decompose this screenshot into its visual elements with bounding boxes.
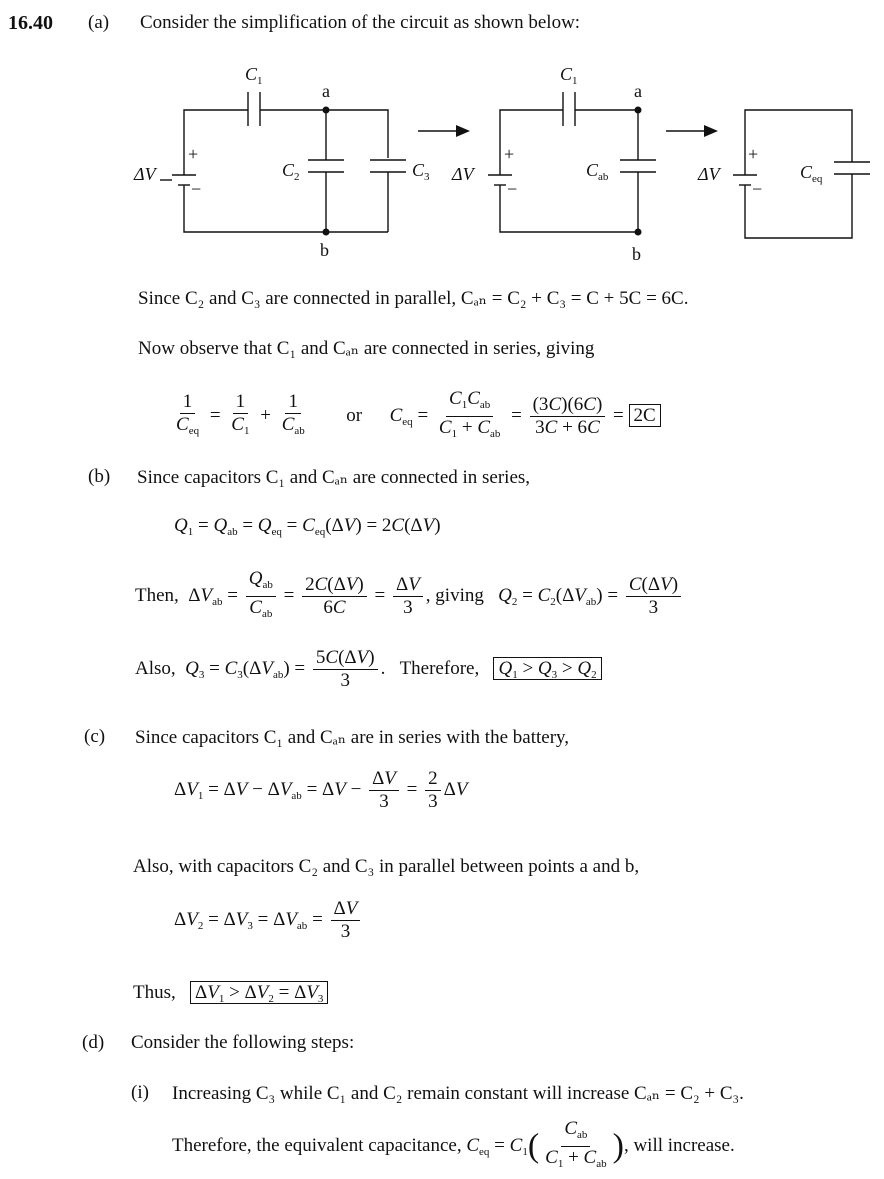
- svg-text:Cab: $C_{ab}$: [586, 160, 609, 183]
- part-a-label: (a): [88, 12, 110, 33]
- answer-b: $Q_1 > Q_3 > Q_2$: [493, 657, 601, 680]
- node-b-label-2: b: [632, 244, 641, 264]
- svg-text:ΔV: ΔV: [698, 164, 720, 184]
- part-b-label: (b): [88, 466, 111, 487]
- equation-vab: Then, $\Delta V_{ab}$ = $\frac{Q_{ab}}{C_{ab}}$ = $\frac{2C(\Delta V)}{6C}$ = $\frac{\Delta V}{3}$ , giving $Q_2 = C_2(\Delta V_{ab})$ = $\frac{C(\Delta V)}{3}$: [135, 568, 684, 625]
- node-b-label-1: b: [320, 240, 329, 260]
- giving-word: , giving: [425, 584, 484, 606]
- part-a-series-text: Now observe that C₁ and Cₐₙ are connected in series, giving: [138, 338, 595, 359]
- svg-text:ΔV: ΔV: [452, 164, 474, 184]
- step-i-end: , will increase.: [623, 1134, 735, 1156]
- answer-a: 2C: [629, 404, 661, 427]
- svg-text:+: +: [748, 144, 759, 164]
- equation-v2: $\Delta V_2 = \Delta V_3 = \Delta V_{ab}$ = $\frac{\Delta V}{3}$: [174, 898, 363, 943]
- svg-text:+: +: [188, 144, 199, 164]
- svg-text:C1: $C_1$: [560, 64, 578, 87]
- or-word: or: [346, 404, 363, 426]
- svg-text:Ceq: $C_{eq}$: [800, 162, 823, 185]
- part-d-label: (d): [82, 1032, 105, 1053]
- svg-text:C3: $C_3$: [412, 160, 430, 183]
- problem-number: 16.40: [8, 12, 53, 34]
- equation-v1: $\Delta V_1 = \Delta V - \Delta V_{ab} = \Delta V$ − $\frac{\Delta V}{3}$ = $\frac{2}{3}$ ΔV: [174, 768, 468, 812]
- thus-word: Thus,: [133, 982, 176, 1003]
- part-c-text: Since capacitors C₁ and Cₐₙ are in series with the battery,: [135, 727, 570, 748]
- equation-ceq: $\frac{1}{C_{eq}}$ = $\frac{1}{C_1}$ + $\frac{1}{C_{ab}}$ or $C_{eq}$ = $\frac{C_1C_{ab}}{C_1 + C_{ab}}$ = $\frac{(3C)(6C)}{3C + 6C}$ = 2C: [170, 388, 661, 445]
- node-a-label-2: a: [634, 81, 642, 101]
- also-word: Also,: [135, 657, 176, 679]
- svg-text:+: +: [504, 144, 515, 164]
- then-word: Then,: [135, 584, 179, 606]
- step-i-therefore-line: Therefore, the equivalent capacitance, $C_{eq} = C_1$( $\frac{C_{ab}}{C_1 + C_{ab}}$ ), will increase.: [172, 1118, 735, 1170]
- part-a-intro: Consider the simplification of the circuit as shown below:: [140, 12, 581, 33]
- part-b-text: Since capacitors C₁ and Cₐₙ are connected in series,: [137, 467, 531, 488]
- equation-q3: Also, $Q_3 = C_3(\Delta V_{ab})$ = $\frac{5C(\Delta V)}{3}$ . Therefore, $Q_1 > Q_3 > Q_2$: [135, 647, 602, 692]
- answer-c: $\Delta V_1 > \Delta V_2 = \Delta V_3$: [190, 981, 328, 1004]
- step-i-therefore: Therefore, the equivalent capacitance,: [172, 1134, 462, 1156]
- part-c-also-text: Also, with capacitors C₂ and C₃ in parallel between points a and b,: [133, 856, 640, 877]
- svg-text:C1: $C_1$: [245, 64, 263, 87]
- node-a-label-1: a: [322, 81, 330, 101]
- step-i-label: (i): [131, 1082, 149, 1103]
- part-c-label: (c): [84, 726, 106, 747]
- therefore-word: Therefore,: [399, 657, 480, 679]
- circuit-diagram: [0, 55, 884, 270]
- svg-text:C2: $C_2$: [282, 160, 300, 183]
- svg-text:−: −: [507, 179, 518, 199]
- part-a-parallel-text: Since C₂ and C₃ are connected in parallel, Cₐₙ = C₂ + C₃ = C + 5C = 6C.: [138, 288, 689, 309]
- thus-line: [133, 982, 328, 1005]
- step-i-text: Increasing C₃ while C₁ and C₂ remain constant will increase Cₐₙ = C₂ + C₃.: [172, 1083, 744, 1104]
- equation-charge: $Q_1 = Q_{ab} = Q_{eq} = C_{eq}(\Delta V) = 2C(\Delta V)$: [174, 515, 441, 538]
- svg-text:ΔV: ΔV: [134, 164, 156, 184]
- part-d-text: Consider the following steps:: [131, 1032, 355, 1053]
- svg-text:−: −: [191, 179, 202, 199]
- svg-text:−: −: [752, 179, 763, 199]
